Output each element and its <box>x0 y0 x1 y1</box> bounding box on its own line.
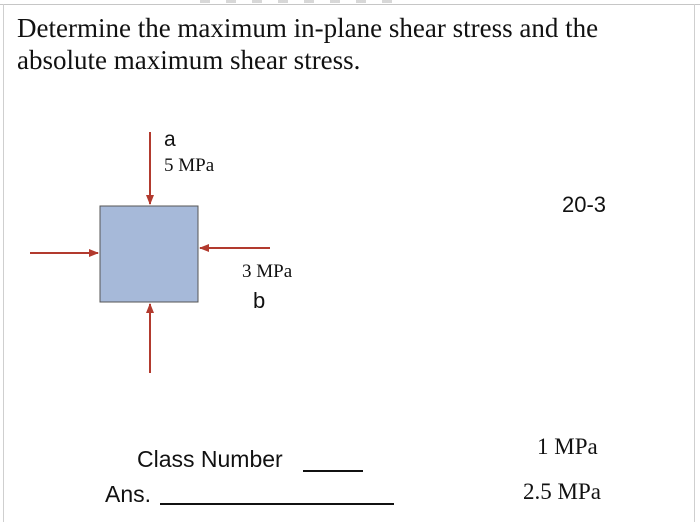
label-a: a <box>164 128 176 151</box>
label-b: b <box>253 288 266 313</box>
answer-blank[interactable] <box>160 503 394 505</box>
ans-label: Ans. <box>105 481 152 507</box>
question-text: Determine the maximum in-plane shear stress and the absolute maximum shear stress. <box>17 13 599 75</box>
problem-number: 20-3 <box>562 192 607 217</box>
class-number-blank[interactable] <box>303 470 363 472</box>
stress-element-square <box>100 206 198 302</box>
class-number-label: Class Number <box>137 446 283 472</box>
stress-right-label: 3 MPa <box>242 261 293 282</box>
stress-top-label: 5 MPa <box>164 155 215 176</box>
answer-value-1: 1 MPa <box>537 434 598 459</box>
answer-value-2: 2.5 MPa <box>523 479 601 504</box>
